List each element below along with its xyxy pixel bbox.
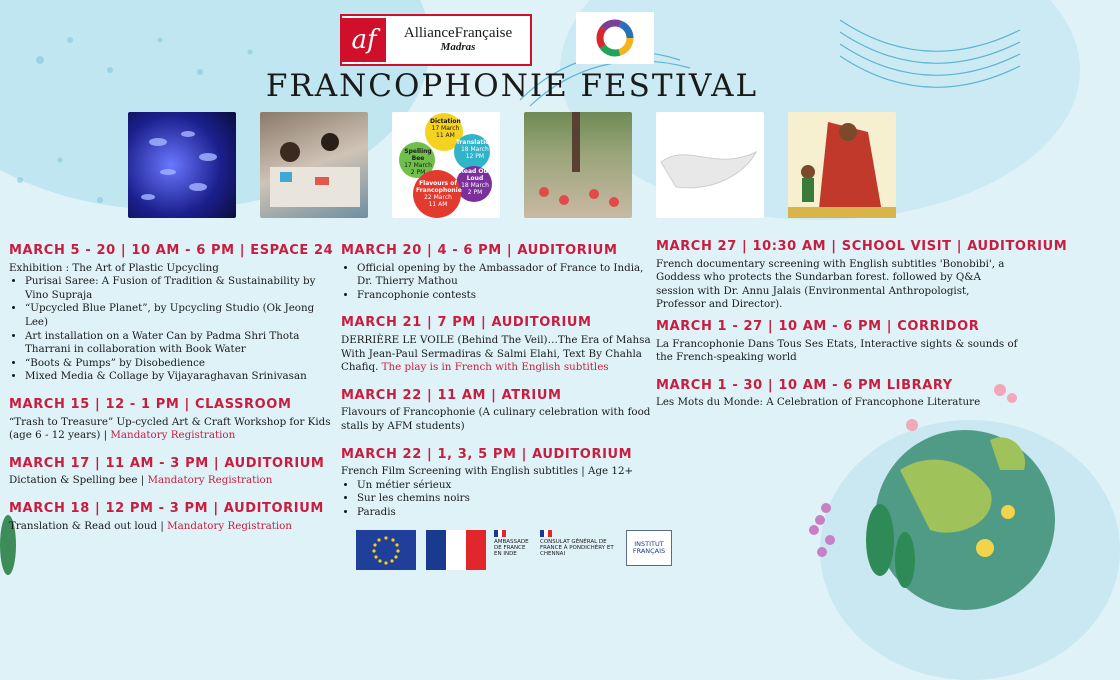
photo-craft-workshop: [260, 112, 368, 218]
card-spelling: Spelling Bee: [404, 148, 432, 162]
page-title: FRANCOPHONIE FESTIVAL: [265, 68, 759, 104]
event-text: French Film Screening with English subtitles | Age 12+: [341, 465, 634, 478]
card-dictation: Dictation: [430, 118, 461, 125]
list-item: • Sur les chemins noirs: [357, 492, 651, 506]
photo-upcycled-blue-planet: [128, 112, 236, 218]
eu-flag: [356, 530, 416, 570]
event-heading: MARCH 20 | 4 - 6 PM | AUDITORIUM: [341, 243, 618, 258]
event-heading: MARCH 17 | 11 AM - 3 PM | AUDITORIUM: [9, 455, 325, 471]
right-column: [656, 239, 1068, 424]
logo-city: Madras: [440, 41, 476, 54]
event-heading: MARCH 22 | 1, 3, 5 PM | AUDITORIUM: [341, 446, 633, 462]
ambassade-text: AMBASSADE DE FRANCE EN INDE: [494, 539, 529, 558]
list-item: • Francophonie contests: [357, 289, 651, 303]
af-mark: af: [342, 18, 386, 62]
event-text: Flavours of Francophonie (A culinary celebration with food stalls by AFM students): [341, 406, 651, 432]
event-heading: MARCH 5 - 20 | 10 AM - 6 PM | ESPACE 24: [9, 243, 334, 258]
event-text: Exhibition : The Art of Plastic Upcycling: [9, 261, 219, 274]
consulat-text: CONSULAT GÉNÉRAL DE FRANCE À PONDICHÉRY ET CHENNAI: [540, 539, 614, 558]
list-item: • Mixed Media & Collage by Vijayaraghavan Srinivasan: [25, 370, 339, 384]
photo-veil: [656, 112, 764, 218]
event-text: La Francophonie Dans Tous Ses Etats, Interactive sights & sounds of the French-speaking world: [656, 337, 1018, 364]
logo-name: AllianceFrançaise: [403, 25, 513, 42]
photo-food-stalls: [524, 112, 632, 218]
event-heading: MARCH 1 - 27 | 10 AM - 6 PM | CORRIDOR: [656, 318, 980, 334]
event-text: “Trash to Treasure” Up-cycled Art & Craft Workshop for Kids (age 6 - 12 years) |: [9, 415, 331, 442]
list-item: • Paradis: [357, 506, 651, 520]
registration-link[interactable]: Mandatory Registration: [167, 519, 292, 532]
registration-link[interactable]: Mandatory Registration: [110, 429, 236, 442]
left-column: [9, 244, 339, 547]
registration-link[interactable]: Mandatory Registration: [147, 474, 273, 487]
event-text: Translation & Read out loud |: [9, 519, 164, 532]
event-heading: MARCH 1 - 30 | 10 AM - 6 PM LIBRARY: [656, 377, 953, 393]
consulat-logo: [540, 530, 616, 570]
list-item: • “Boots & Pumps” by Disobedience: [25, 357, 339, 371]
middle-column: [341, 244, 651, 534]
event-text: French documentary screening with English subtitles 'Bonobibi', a Goddess who protects the Sundarban forest. followed by Q&A session with Dr. Annu Jalais (Environmental Anthropologist, Professor and Director).: [656, 257, 1005, 311]
institut-francais-logo: [626, 530, 672, 566]
card-readout: Read Out Loud: [459, 168, 491, 182]
list-item: • “Upcycled Blue Planet”, by Upcycling Studio (Ok Jeong Lee): [25, 302, 339, 329]
list-item: • Art installation on a Water Can by Padma Shri Thota Tharrani in collaboration with Book Water: [25, 330, 339, 357]
institut-text: INSTITUT FRANÇAIS: [632, 539, 666, 555]
list-item: • Un métier sérieux: [357, 479, 651, 493]
event-text: DERRIÈRE LE VOILE (Behind The Veil)…The Era of Mahsa With Jean-Paul Sermadiras & Salmi Elahi, Text By Chahla Chafiq.: [341, 333, 651, 374]
francophonie-ring-logo: [576, 12, 654, 64]
list-item: • Official opening by the Ambassador of France to India, Dr. Thierry Mathou: [357, 262, 651, 289]
french-flag: [426, 530, 486, 570]
event-heading: MARCH 18 | 12 PM - 3 PM | AUDITORIUM: [9, 500, 324, 516]
alliance-francaise-logo: [340, 14, 532, 66]
subtitle-note: The play is in French with English subtitles: [381, 361, 609, 374]
ambassade-logo: [494, 530, 534, 570]
card-translation: Translation: [456, 139, 494, 146]
card-flavours: Flavours of Francophonie: [416, 180, 462, 194]
event-heading: MARCH 22 | 11 AM | ATRIUM: [341, 387, 562, 403]
photo-contest-card: Dictation 17 March 11 AM Translation 18 March 12 PM Spelling Bee 17 March 2 PM Read Out Loud 18 March 2 PM Flavours of Francophonie 22 March 11 AM: [392, 112, 500, 218]
event-heading: MARCH 15 | 12 - 1 PM | CLASSROOM: [9, 396, 292, 412]
list-item: • Purisai Saree: A Fusion of Tradition & Sustainability by Vino Supraja: [25, 275, 339, 302]
event-heading: MARCH 27 | 10:30 AM | SCHOOL VISIT | AUDITORIUM: [656, 239, 1068, 254]
event-text: Les Mots du Monde: A Celebration of Francophone Literature: [656, 396, 981, 409]
photo-bonobibi-illustration: [788, 112, 896, 218]
event-text: Dictation & Spelling bee |: [9, 474, 145, 487]
event-heading: MARCH 21 | 7 PM | AUDITORIUM: [341, 315, 592, 331]
